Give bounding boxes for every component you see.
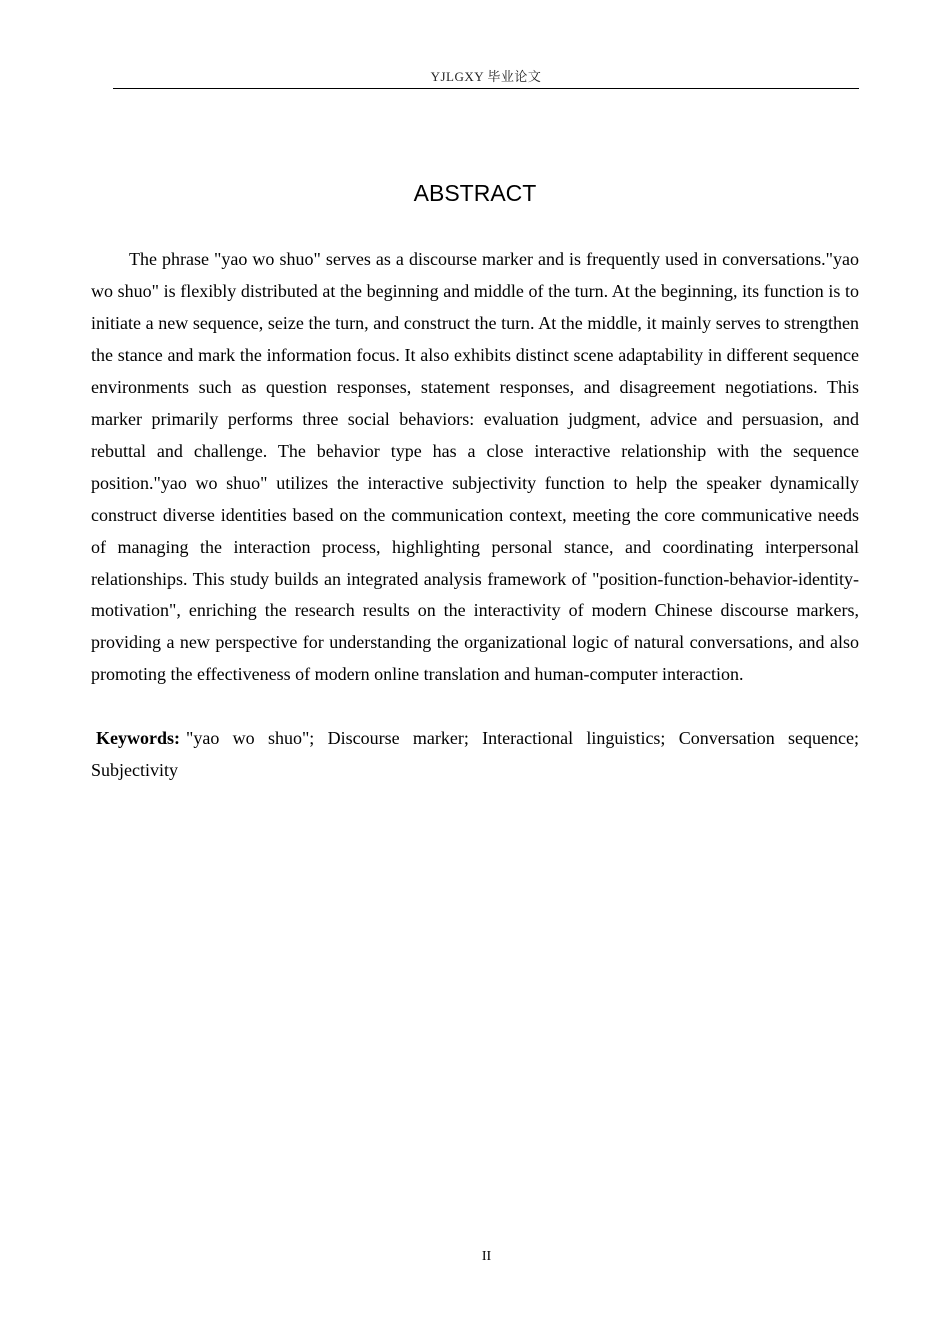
keywords-text: "yao wo shuo"; Discourse marker; Interactional linguistics; Conversation sequence; Subjectivity <box>91 728 859 780</box>
page-header <box>113 66 859 89</box>
keywords-label: Keywords: <box>96 728 180 748</box>
abstract-title: ABSTRACT <box>413 180 537 206</box>
header-text: YJLGXY 毕业论文 <box>430 69 542 84</box>
abstract-body: The phrase "yao wo shuo" serves as a discourse marker and is frequently used in conversations."yao wo shuo" is flexibly distributed at the beginning and middle of the turn. At the beginning, its function is to initiate a new sequence, seize the turn, and construct the turn. At the middle, it mainly serves to strengthen the stance and mark the information focus. It also exhibits distinct scene adaptability in different sequence environments such as question responses, statement responses, and disagreement negotiations. This marker primarily performs three social behaviors: evaluation judgment, advice and persuasion, and rebuttal and challenge. The behavior type has a close interactive relationship with the sequence position."yao wo shuo" utilizes the interactive subjectivity function to help the speaker dynamically construct diverse identities based on the communication context, meeting the core communicative needs of managing the interaction process, highlighting personal stance, and coordinating interpersonal relationships. This study builds an integrated analysis framework of "position-function-behavior-identity-motivation", enriching the research results on the interactivity of modern Chinese discourse markers, providing a new perspective for understanding the organizational logic of natural conversations, and also promoting the effectiveness of modern online translation and human-computer interaction. <box>91 249 859 685</box>
page-number: II <box>481 1249 492 1264</box>
keywords-paragraph <box>91 723 859 787</box>
